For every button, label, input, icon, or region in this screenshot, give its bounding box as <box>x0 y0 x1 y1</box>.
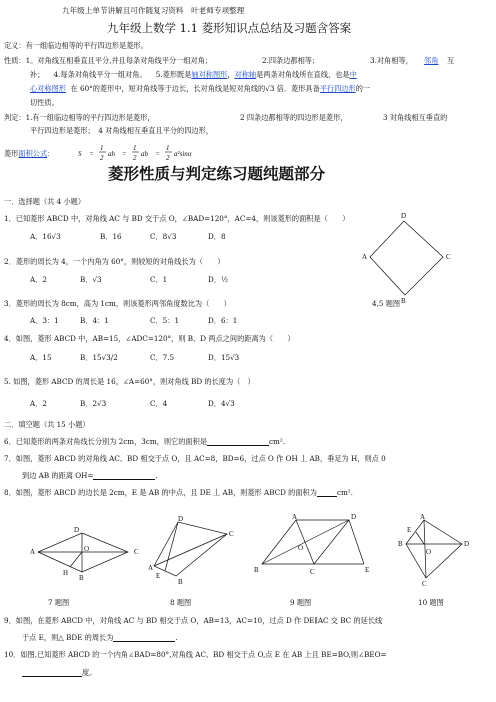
question-6: 6．已知菱形的两条对角线长分别为 2cm，3cm，则它的面积是 cm². <box>4 437 286 446</box>
link-adjacent-angle[interactable]: 邻角 <box>424 56 439 65</box>
svg-text:D: D <box>464 540 470 548</box>
q3-option-b: B．4：1 <box>80 316 109 325</box>
q4-option-d: D．15√3 <box>208 353 240 362</box>
question-10-cont: 度。 <box>22 668 96 677</box>
svg-text:ab: ab <box>141 150 148 158</box>
q2-option-d: D．½ <box>208 275 228 284</box>
q3-option-d: D．6：1 <box>208 316 238 325</box>
q2-option-b: B．√3 <box>80 275 102 284</box>
svg-text:D: D <box>74 526 80 534</box>
question-9-cont: 于点 E，则△ BDE 的周长为 . <box>22 633 178 642</box>
q9-blank <box>113 633 175 642</box>
q1-option-b: B．16 <box>100 232 122 241</box>
property-2: 2.四条边都相等； <box>262 56 320 65</box>
svg-text:a²sinα: a²sinα <box>174 150 192 158</box>
figure-10 <box>398 512 482 588</box>
figure-7 <box>30 520 140 580</box>
svg-text:A: A <box>420 513 426 521</box>
judgement-line-2: 平行四边形是菱形； 4 对角线相互垂直且平分的四边形， <box>30 126 213 135</box>
svg-text:=: = <box>155 150 160 158</box>
q5-option-d: D．4√3 <box>208 399 235 408</box>
question-7-cont: 到边 AB 的距离 OH= . <box>22 471 158 480</box>
svg-text:D: D <box>178 515 184 523</box>
figure-9 <box>252 512 372 582</box>
q4-option-b: B．15√3/2 <box>80 353 118 362</box>
property-line-1: 性质：1。对角线互相垂直且平分,并且每条对角线平分一组对角； <box>4 56 213 65</box>
fig8-label: 8 题图 <box>170 598 192 607</box>
q4-option-a: A．15 <box>30 353 52 362</box>
svg-text:A: A <box>30 548 36 556</box>
q3-option-c: C．5：1 <box>150 316 180 325</box>
judgement-3: 3 对角线相互垂直的 <box>383 113 448 122</box>
svg-text:1: 1 <box>133 144 137 152</box>
q8-blank <box>317 488 337 497</box>
svg-text:2: 2 <box>133 154 137 162</box>
svg-text:B: B <box>254 566 259 574</box>
area-formula <box>78 142 218 164</box>
svg-text:A: A <box>148 564 154 572</box>
question-2: 2．菱形的周长为 4，一个内角为 60°，则较短的对角线长为（ ） <box>4 257 225 266</box>
svg-text:A: A <box>292 513 298 521</box>
judgement-1: 判定：1.有一组临边相等的平行四边形是菱形， <box>4 113 155 122</box>
property-3: 3.对角相等， <box>370 56 413 65</box>
svg-text:B: B <box>398 540 403 548</box>
q2-option-a: A．2 <box>30 275 47 284</box>
q5-option-c: C．4 <box>150 399 168 408</box>
section-choice: 一．选择题（共 4 小题） <box>4 197 86 206</box>
question-3: 3．菱形的周长为 8cm，高为 1cm，则该菱形两邻角度数比为（ ） <box>4 299 231 308</box>
definition: 定义：有一组临边相等的平行四边形是菱形。 <box>4 41 148 50</box>
svg-text:O: O <box>298 544 304 552</box>
link-axial-symmetry[interactable]: 轴对称图形 <box>191 70 228 79</box>
svg-text:2: 2 <box>166 154 170 162</box>
svg-text:D: D <box>401 212 407 220</box>
figure-8 <box>148 514 243 584</box>
svg-text:C: C <box>229 530 234 538</box>
figure-45-label: 4,5 题图 <box>372 299 401 308</box>
exercise-title: 菱形性质与判定练习题纯题部分 <box>108 165 326 183</box>
q10-blank <box>22 668 82 677</box>
svg-text:ah: ah <box>108 150 115 158</box>
fig10-label: 10 题图 <box>418 598 444 607</box>
svg-text:H: H <box>63 569 69 577</box>
svg-text:C: C <box>134 548 139 556</box>
fig7-label: 7 题图 <box>48 598 70 607</box>
link-central-symmetry-b[interactable]: 心对称图形 <box>30 84 66 93</box>
svg-text:O: O <box>426 548 432 556</box>
link-parallelogram[interactable]: 平行四边形 <box>319 84 356 93</box>
svg-text:B: B <box>401 297 406 305</box>
q1-option-c: C．8√3 <box>150 232 177 241</box>
svg-text:C: C <box>446 253 451 261</box>
link-area-formula[interactable]: 面积公式 <box>18 149 48 158</box>
property-3-tail: 互 <box>447 56 455 65</box>
svg-text:E: E <box>365 566 370 574</box>
page-header: 九年级上单节讲解且可作随复习资料 叶老师专项整理 <box>62 6 245 15</box>
q1-option-a: A．16√3 <box>30 232 61 241</box>
section-fill: 二．填空题（共 15 小题） <box>4 420 90 429</box>
q2-option-c: C．1 <box>150 275 168 284</box>
q4-option-c: C．7.5 <box>150 353 175 362</box>
svg-text:C: C <box>422 580 427 588</box>
svg-text:E: E <box>407 526 412 534</box>
property-line-2: 补； 4.每条对角线平分一组对角。 5.菱形既是轴对称图形，对称轴是两条对角线所在直线，也是中 <box>30 70 357 79</box>
question-9: 9．如图，在菱形 ABCD 中，对角线 AC 与 BD 相交于点 O，AB=13，AC=10，过点 D 作 DE∥AC 交 BC 的延长线 <box>4 616 383 625</box>
svg-text:=: = <box>122 150 127 158</box>
q5-option-b: B．2√3 <box>80 399 107 408</box>
svg-text:B: B <box>178 578 183 586</box>
question-5: 5. 如图，菱形 ABCD 的周长是 16，∠A=60°，则对角线 BD 的长度为（ ） <box>4 377 255 386</box>
svg-text:C: C <box>310 568 315 576</box>
svg-text:2: 2 <box>100 154 104 162</box>
svg-text:B: B <box>79 574 84 582</box>
fig9-label: 9 题图 <box>290 598 312 607</box>
q3-option-a: A．3：1 <box>30 316 59 325</box>
judgement-2: 2 四条边都相等的四边形是菱形， <box>240 113 348 122</box>
page-title: 九年级上数学 1.1 菱形知识点总结及习题含答案 <box>107 21 352 35</box>
svg-text:D: D <box>351 513 357 521</box>
link-central-symmetry-a[interactable]: 中 <box>349 70 357 79</box>
svg-text:E: E <box>156 572 161 580</box>
question-4: 4．如图，菱形 ABCD 中，AB=15，∠ADC=120°，则 B、D 两点之间的距离为（ ） <box>4 334 295 343</box>
question-10: 10．如图,已知菱形 ABCD 的一个内角∠BAD=80°,对角线 AC、BD 相交于点 O,点 E 在 AB 上且 BE=BO,则∠BEO= <box>4 650 387 659</box>
property-line-3: 心对称图形 在 60°的菱形中，短对角线等于边长，长对角线是短对角线的√3 倍．菱形具备平行四边形的一 <box>30 84 371 93</box>
svg-text:S: S <box>78 150 82 158</box>
property-line-4: 切性质。 <box>30 98 59 107</box>
q6-blank <box>207 437 269 446</box>
question-7: 7．如图，菱形 ABCD 的对角线 AC、BD 相交于点 O，且 AC=8，BD=6，过点 O 作 OH 丄 AB，垂足为 H，则点 0 <box>4 454 386 463</box>
q1-option-d: D．8 <box>208 232 226 241</box>
svg-text:=: = <box>89 150 94 158</box>
q7-blank <box>93 471 155 480</box>
link-symmetry-axis[interactable]: 对称轴 <box>234 70 257 79</box>
svg-text:O: O <box>84 545 90 553</box>
q5-option-a: A．2 <box>30 399 47 408</box>
question-1: 1．已知菱形 ABCD 中，对角线 AC 与 BD 交于点 O，∠BAD=120°，AC=4，则该菱形的面积是（ ） <box>4 214 350 223</box>
svg-text:1: 1 <box>100 144 104 152</box>
svg-text:1: 1 <box>166 144 170 152</box>
svg-text:A: A <box>362 253 368 261</box>
question-8: 8．如图，菱形 ABCD 的边长是 2cm，E 是 AB 的中点，且 DE 丄 AB，则菱形 ABCD 的面积为 cm². <box>4 488 353 497</box>
area-formula-label: 菱形面积公式： <box>4 149 55 158</box>
